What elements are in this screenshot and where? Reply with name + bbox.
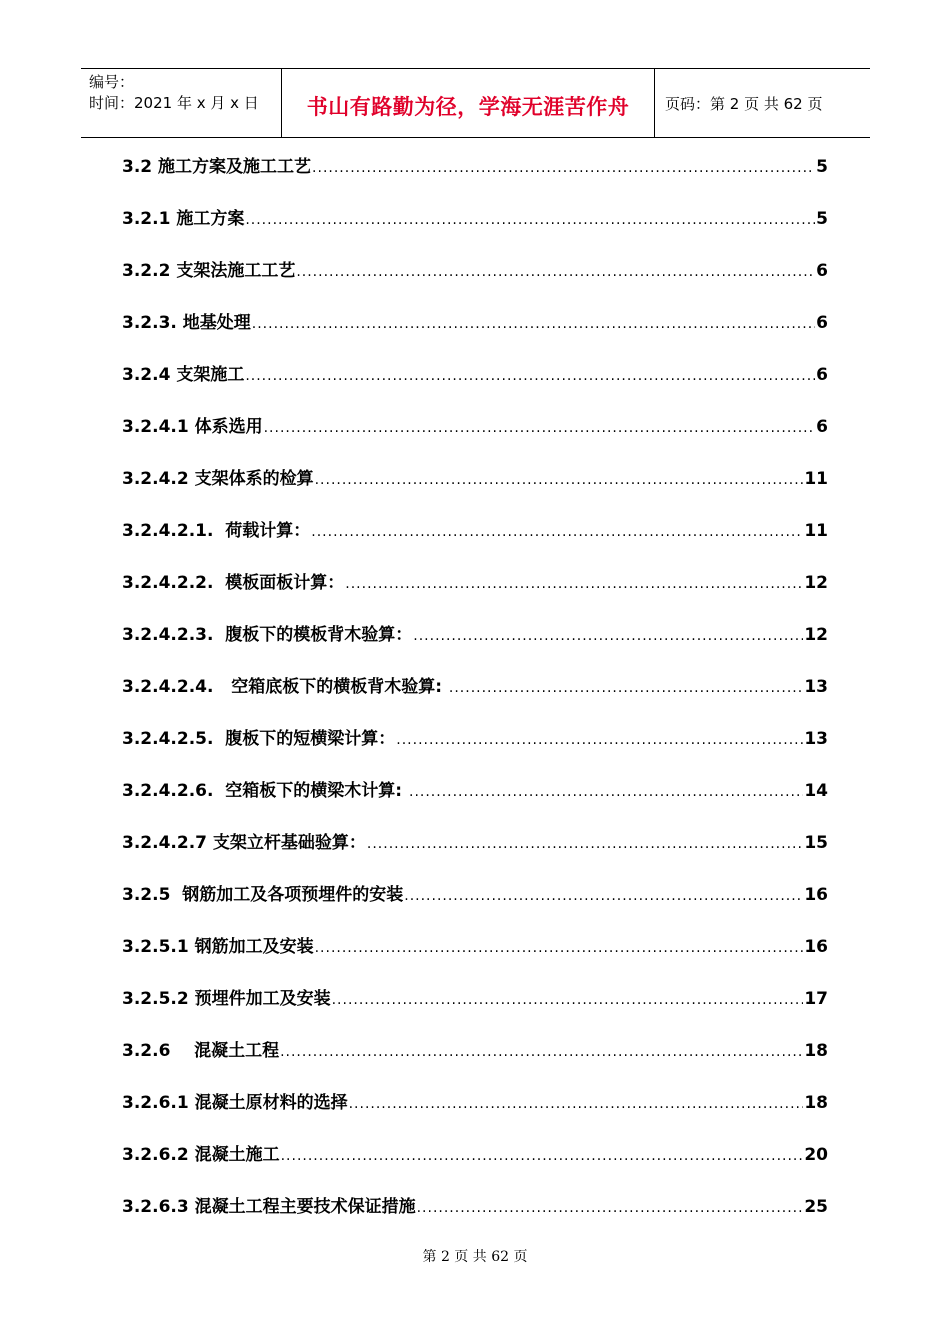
toc-entry[interactable] [122, 828, 828, 880]
toc-entry-title: 3.2.5 钢筋加工及各项预埋件的安装 [122, 885, 404, 905]
toc-entry-page-number: 5 [816, 209, 828, 229]
page-header [81, 68, 870, 138]
header-page-info-cell [655, 69, 870, 137]
toc-dot-leader [312, 160, 815, 176]
header-meta [81, 69, 282, 137]
toc-dot-leader [404, 888, 803, 904]
toc-dot-leader [367, 836, 803, 852]
toc-entry-title: 3.2.6.1 混凝土原材料的选择 [122, 1093, 348, 1113]
toc-entry[interactable] [122, 776, 828, 828]
toc-entry-page-number: 16 [804, 885, 828, 905]
toc-entry[interactable] [122, 412, 828, 464]
toc-entry-page-number: 12 [804, 573, 828, 593]
header-motto: 书山有路勤为径，学海无涯苦作舟 [306, 95, 630, 119]
toc-entry-title: 3.2.4.1 体系选用 [122, 417, 263, 437]
toc-entry-page-number: 16 [804, 937, 828, 957]
table-of-contents [122, 152, 828, 1244]
toc-entry[interactable] [122, 724, 828, 776]
toc-entry-page-number: 17 [804, 989, 828, 1009]
toc-dot-leader [349, 1096, 804, 1112]
toc-entry-title: 3.2.2 支架法施工工艺 [122, 261, 296, 281]
toc-entry-title: 3.2.4.2.4. 空箱底板下的横板背木验算: [122, 677, 448, 697]
toc-entry[interactable] [122, 308, 828, 360]
toc-entry[interactable] [122, 1192, 828, 1244]
toc-dot-leader [311, 524, 803, 540]
toc-entry-title: 3.2.1 施工方案 [122, 209, 245, 229]
toc-entry[interactable] [122, 360, 828, 412]
toc-entry-page-number: 6 [816, 417, 828, 437]
toc-dot-leader [332, 992, 804, 1008]
toc-entry[interactable] [122, 464, 828, 516]
toc-entry[interactable] [122, 932, 828, 984]
toc-dot-leader [245, 368, 815, 384]
toc-entry[interactable] [122, 984, 828, 1036]
toc-dot-leader [417, 1200, 804, 1216]
toc-entry-page-number: 13 [804, 677, 828, 697]
document-time-label: 时间：2021 年 x 月 x 日 [89, 94, 259, 112]
toc-entry[interactable] [122, 152, 828, 204]
toc-entry-page-number: 18 [804, 1093, 828, 1113]
toc-entry-title: 3.2.4.2 支架体系的检算 [122, 469, 314, 489]
toc-entry-page-number: 20 [804, 1145, 828, 1165]
toc-entry[interactable] [122, 568, 828, 620]
document-number-label: 编号： [89, 73, 135, 91]
toc-entry-title: 3.2.5.1 钢筋加工及安装 [122, 937, 314, 957]
toc-entry-page-number: 15 [804, 833, 828, 853]
toc-entry[interactable] [122, 516, 828, 568]
header-motto-cell [282, 69, 655, 137]
toc-entry-page-number: 6 [816, 313, 828, 333]
toc-entry-page-number: 6 [816, 261, 828, 281]
toc-entry-page-number: 12 [804, 625, 828, 645]
toc-entry-page-number: 5 [816, 157, 828, 177]
toc-entry[interactable] [122, 672, 828, 724]
toc-dot-leader [413, 628, 803, 644]
toc-entry-page-number: 25 [804, 1197, 828, 1217]
toc-dot-leader [296, 264, 815, 280]
toc-entry-title: 3.2.4.2.5. 腹板下的短横梁计算： [122, 729, 396, 749]
toc-entry-title: 3.2.4.2.6. 空箱板下的横梁木计算: [122, 781, 408, 801]
toc-entry-title: 3.2.4.2.3. 腹板下的模板背木验算： [122, 625, 413, 645]
toc-dot-leader [345, 576, 803, 592]
toc-entry-title: 3.2.6.3 混凝土工程主要技术保证措施 [122, 1197, 416, 1217]
toc-entry[interactable] [122, 1036, 828, 1088]
toc-dot-leader [281, 1148, 804, 1164]
toc-entry[interactable] [122, 256, 828, 308]
toc-entry-page-number: 6 [816, 365, 828, 385]
toc-entry[interactable] [122, 880, 828, 932]
toc-entry-title: 3.2.3. 地基处理 [122, 313, 251, 333]
toc-dot-leader [449, 680, 803, 696]
toc-dot-leader [264, 420, 816, 436]
toc-dot-leader [396, 732, 803, 748]
toc-entry[interactable] [122, 204, 828, 256]
toc-entry-page-number: 11 [804, 521, 828, 541]
header-page-info: 页码：第 2 页 共 62 页 [665, 95, 823, 113]
toc-entry[interactable] [122, 1140, 828, 1192]
toc-entry-title: 3.2.4.2.7 支架立杆基础验算： [122, 833, 366, 853]
toc-dot-leader [315, 472, 804, 488]
toc-dot-leader [252, 316, 815, 332]
toc-entry-title: 3.2.4 支架施工 [122, 365, 245, 385]
toc-entry-title: 3.2 施工方案及施工工艺 [122, 157, 312, 177]
toc-entry-title: 3.2.4.2.1. 荷载计算： [122, 521, 311, 541]
toc-dot-leader [409, 784, 803, 800]
toc-entry[interactable] [122, 620, 828, 672]
toc-entry-title: 3.2.6 混凝土工程 [122, 1041, 280, 1061]
toc-entry-page-number: 14 [804, 781, 828, 801]
toc-entry[interactable] [122, 1088, 828, 1140]
toc-entry-title: 3.2.4.2.2. 模板面板计算： [122, 573, 345, 593]
page-footer: 第 2 页 共 62 页 [422, 1249, 528, 1265]
toc-entry-page-number: 11 [804, 469, 828, 489]
toc-entry-page-number: 13 [804, 729, 828, 749]
toc-dot-leader [315, 940, 804, 956]
toc-dot-leader [245, 212, 815, 228]
toc-dot-leader [280, 1044, 803, 1060]
toc-entry-title: 3.2.5.2 预埋件加工及安装 [122, 989, 331, 1009]
toc-entry-title: 3.2.6.2 混凝土施工 [122, 1145, 280, 1165]
toc-entry-page-number: 18 [804, 1041, 828, 1061]
